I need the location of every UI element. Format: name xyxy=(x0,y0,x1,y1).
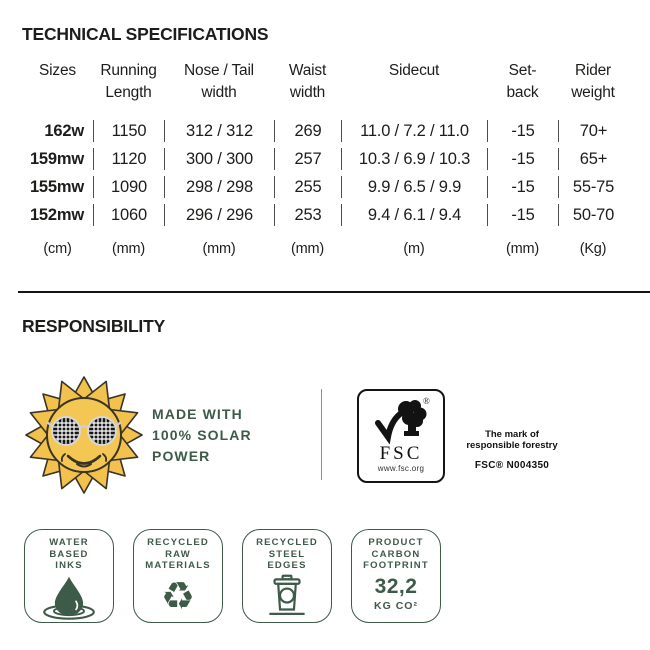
column-header-6: Rider weight xyxy=(571,62,615,101)
badge-line: EDGES xyxy=(267,560,307,571)
fsc-tagline-line2: responsible forestry xyxy=(466,440,558,451)
unit-cell: (mm) xyxy=(290,241,324,257)
spec-cell: 11.0 / 7.2 / 11.0 xyxy=(341,120,487,142)
badge-water-based-inks xyxy=(24,529,114,623)
spec-row-159mw xyxy=(22,148,628,170)
sun-sunglasses-icon xyxy=(24,371,144,503)
badge-line: RECYCLED xyxy=(256,537,318,548)
spec-row-155mw xyxy=(22,176,628,198)
water-drop-ripple-icon xyxy=(25,574,113,620)
spec-cell: 55-75 xyxy=(558,176,628,198)
size-cell: 159mw xyxy=(29,150,84,168)
spec-row-152mw xyxy=(22,204,628,226)
spec-table xyxy=(22,60,628,259)
badge-recycled-raw-materials xyxy=(133,529,223,623)
unit-cell: (m) xyxy=(403,241,425,257)
badge-line: WATER xyxy=(49,537,89,548)
spec-cell: 312 / 312 xyxy=(164,120,274,142)
spec-cell: 269 xyxy=(274,120,341,142)
spec-cell: 257 xyxy=(274,148,341,170)
spec-cell: -15 xyxy=(487,120,558,142)
spec-cell: 298 / 298 xyxy=(164,176,274,198)
size-cell: 152mw xyxy=(29,206,84,224)
column-header-1: Running Length xyxy=(100,62,157,101)
trash-bin-recycle-icon xyxy=(243,574,331,620)
carbon-footprint-value: 32,2 xyxy=(374,574,418,598)
column-header-0: Sizes xyxy=(39,62,76,79)
solar-line-1: MADE WITH xyxy=(152,406,243,422)
badge-line: BASED xyxy=(49,548,89,560)
fsc-license-number: FSC® N004350 xyxy=(474,460,550,471)
spec-cell: 1150 xyxy=(93,120,164,142)
spec-cell: 9.4 / 6.1 / 9.4 xyxy=(341,204,487,226)
fsc-tagline-line1: The mark of xyxy=(485,429,539,440)
unit-cell: (cm) xyxy=(43,241,72,257)
eco-badges-row xyxy=(24,529,441,623)
spec-cell: 300 / 300 xyxy=(164,148,274,170)
badge-line: RECYCLED xyxy=(147,537,209,548)
badge-line: INKS xyxy=(55,560,83,571)
spec-cell: -15 xyxy=(487,204,558,226)
badge-line: RAW xyxy=(165,548,191,560)
fsc-caption xyxy=(448,429,576,471)
size-cell: 155mw xyxy=(29,178,84,196)
size-cell: 162w xyxy=(44,122,84,140)
badge-recycled-steel-edges xyxy=(242,529,332,623)
fsc-url: www.fsc.org xyxy=(377,464,425,473)
column-header-4: Sidecut xyxy=(388,62,440,79)
spec-cell: 1090 xyxy=(93,176,164,198)
spec-cell: -15 xyxy=(487,176,558,198)
spec-cell: 1060 xyxy=(93,204,164,226)
spec-cell: 10.3 / 6.9 / 10.3 xyxy=(341,148,487,170)
spec-cell: 65+ xyxy=(558,148,628,170)
badge-line: FOOTPRINT xyxy=(363,560,429,571)
carbon-footprint-unit: KG CO² xyxy=(374,599,418,612)
fsc-tree-checkmark-icon xyxy=(359,395,443,445)
fsc-registered-mark: ® xyxy=(423,396,430,406)
badge-product-carbon-footprint xyxy=(351,529,441,623)
spec-cell: 50-70 xyxy=(558,204,628,226)
spec-body xyxy=(22,120,628,226)
spec-cell: -15 xyxy=(487,148,558,170)
solar-line-2: 100% SOLAR xyxy=(152,427,252,443)
solar-power-claim xyxy=(152,404,252,467)
spec-units-row xyxy=(22,239,628,259)
unit-cell: (mm) xyxy=(505,241,539,257)
spec-cell: 253 xyxy=(274,204,341,226)
column-header-3: Waist width xyxy=(288,62,327,101)
technical-specifications-title: TECHNICAL SPECIFICATIONS xyxy=(22,24,269,44)
vertical-divider xyxy=(321,389,322,480)
badge-line: STEEL xyxy=(268,548,306,560)
spec-cell: 255 xyxy=(274,176,341,198)
spec-row-162w xyxy=(22,120,628,142)
unit-cell: (mm) xyxy=(202,241,236,257)
responsibility-title: RESPONSIBILITY xyxy=(22,316,166,336)
spec-cell: 1120 xyxy=(93,148,164,170)
badge-line: MATERIALS xyxy=(145,560,211,571)
section-divider xyxy=(18,291,650,293)
spec-header-row xyxy=(22,60,628,104)
column-header-2: Nose / Tail width xyxy=(184,62,254,101)
spec-cell: 9.9 / 6.5 / 9.9 xyxy=(341,176,487,198)
recycle-arrows-icon: ♻ xyxy=(160,573,196,618)
badge-line: CARBON xyxy=(371,548,421,560)
spec-cell: 296 / 296 xyxy=(164,204,274,226)
spec-cell: 70+ xyxy=(558,120,628,142)
badge-line: PRODUCT xyxy=(368,537,424,548)
unit-cell: (mm) xyxy=(111,241,145,257)
fsc-wordmark: FSC xyxy=(379,443,423,464)
column-header-5: Set- back xyxy=(506,62,539,101)
unit-cell: (Kg) xyxy=(579,241,607,257)
fsc-label xyxy=(357,389,445,483)
solar-line-3: POWER xyxy=(152,448,211,464)
